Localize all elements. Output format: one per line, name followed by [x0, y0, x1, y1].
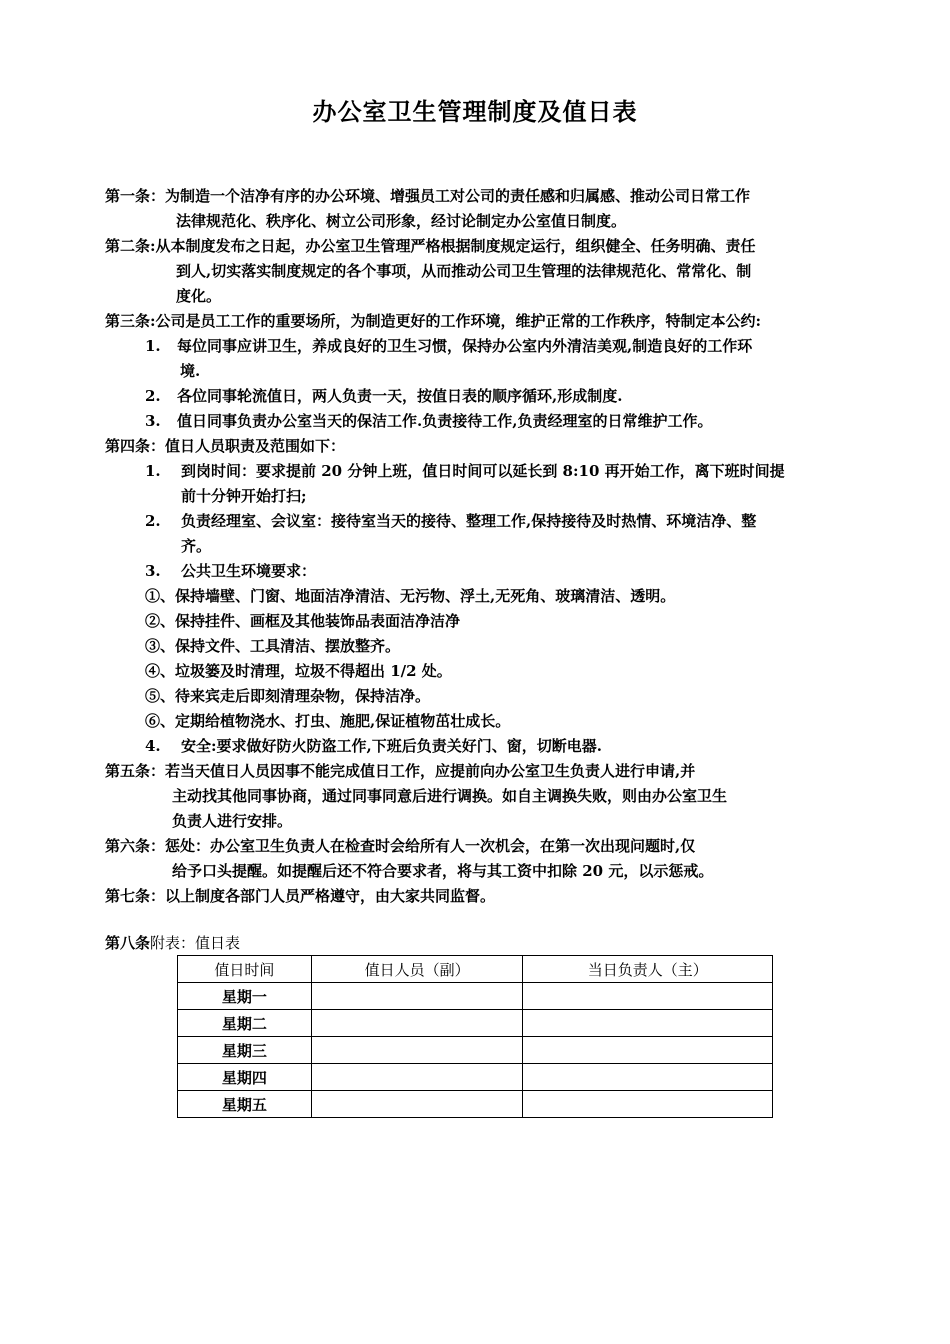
staff-cell[interactable]: [311, 983, 523, 1010]
staff-cell[interactable]: [311, 1010, 523, 1037]
page-title: 办公室卫生管理制度及值日表: [312, 97, 638, 126]
header-duty-time: 值日时间: [178, 956, 312, 983]
item-text: 负责经理室、会议室：接待室当天的接待、整理工作,保持接待及时热情、环境洁净、整: [181, 512, 757, 530]
article-4-item-3: [145, 561, 316, 581]
table-caption-article: 第八条: [105, 934, 151, 952]
article-5-line-2: 主动找其他同事协商，通过同事同意后进行调换。如自主调换失败，则由办公室卫生: [172, 787, 728, 805]
sub-item-6: ⑥、定期给植物浇水、打虫、施肥,保证植物茁壮成长。: [145, 712, 511, 730]
article-5-line-3: 负责人进行安排。: [172, 812, 293, 830]
staff-cell[interactable]: [311, 1037, 523, 1064]
header-responsible: 当日负责人（主）: [523, 956, 773, 983]
table-row: [178, 1010, 773, 1037]
item-text: 每位同事应讲卫生，养成良好的卫生习惯，保持办公室内外清洁美观,制造良好的工作环: [177, 337, 753, 355]
item-number: 3.: [145, 562, 161, 580]
article-4-item-2: [145, 511, 756, 531]
item-number: 1.: [145, 337, 161, 355]
article-7-line-1: 第七条：以上制度各部门人员严格遵守，由大家共同监督。: [105, 887, 496, 905]
article-5-line-1: 第五条：若当天值日人员因事不能完成值日工作，应提前向办公室卫生负责人进行申请,并: [105, 762, 696, 780]
article-1-line-2: 法律规范化、秩序化、树立公司形象，经讨论制定办公室值日制度。: [176, 212, 627, 230]
article-4-item-1: [145, 461, 785, 481]
responsible-cell[interactable]: [523, 1010, 773, 1037]
table-row: [178, 1037, 773, 1064]
item-text: 到岗时间：要求提前 20 分钟上班，值日时间可以延长到 8:10 再开始工作，离下班时间提: [181, 462, 785, 480]
article-2-line-2: 到人,切实落实制度规定的各个事项，从而推动公司卫生管理的法律规范化、常常化、制: [176, 262, 752, 280]
article-4-item-2-cont: 齐。: [181, 537, 212, 555]
responsible-cell[interactable]: [523, 1037, 773, 1064]
article-4-item-4: [145, 736, 602, 756]
day-cell: 星期一: [178, 983, 312, 1010]
table-row: [178, 1091, 773, 1118]
responsible-cell[interactable]: [523, 983, 773, 1010]
article-3-item-3: [145, 411, 712, 431]
day-cell: 星期二: [178, 1010, 312, 1037]
article-3-item-2: [145, 386, 622, 406]
table-row: [178, 1064, 773, 1091]
item-number: 2.: [145, 512, 161, 530]
day-cell: 星期三: [178, 1037, 312, 1064]
staff-cell[interactable]: [311, 1064, 523, 1091]
day-cell: 星期五: [178, 1091, 312, 1118]
responsible-cell[interactable]: [523, 1064, 773, 1091]
table-caption: [105, 933, 240, 953]
sub-item-2: ②、保持挂件、画框及其他装饰品表面洁净洁净: [145, 612, 461, 630]
item-text: 公共卫生环境要求：: [181, 562, 317, 580]
item-number: 4.: [145, 737, 161, 755]
article-2-line-3: 度化。: [176, 287, 222, 305]
article-3-item-1-cont: 境.: [180, 362, 201, 380]
article-4-item-1-cont: 前十分钟开始打扫;: [181, 487, 307, 505]
article-3-item-1: [145, 336, 752, 356]
item-text: 安全:要求做好防火防盗工作,下班后负责关好门、窗，切断电器.: [181, 737, 602, 755]
item-number: 1.: [145, 462, 161, 480]
header-duty-staff: 值日人员（副）: [311, 956, 523, 983]
sub-item-4: ④、垃圾篓及时清理，垃圾不得超出 1/2 处。: [145, 662, 452, 680]
day-cell: 星期四: [178, 1064, 312, 1091]
table-row: [178, 983, 773, 1010]
staff-cell[interactable]: [311, 1091, 523, 1118]
article-2-line-1: 第二条:从本制度发布之日起，办公室卫生管理严格根据制度规定运行，组织健全、任务明确、责任: [105, 237, 756, 255]
article-6-line-2: 给予口头提醒。如提醒后还不符合要求者，将与其工资中扣除 20 元，以示惩戒。: [172, 862, 714, 880]
item-number: 3.: [145, 412, 161, 430]
table-caption-text: 附表：值日表: [150, 934, 241, 952]
article-4-line-1: 第四条：值日人员职责及范围如下：: [105, 437, 346, 455]
item-number: 2.: [145, 387, 161, 405]
sub-item-5: ⑤、待来宾走后即刻清理杂物，保持洁净。: [145, 687, 431, 705]
article-3-line-1: 第三条:公司是员工工作的重要场所，为制造更好的工作环境，维护正常的工作秩序，特制定本公约:: [105, 312, 762, 330]
article-6-line-1: 第六条：惩处：办公室卫生负责人在检查时会给所有人一次机会，在第一次出现问题时,仅: [105, 837, 696, 855]
item-text: 各位同事轮流值日，两人负责一天，按值日表的顺序循环,形成制度.: [177, 387, 623, 405]
item-text: 值日同事负责办公室当天的保洁工作.负责接待工作,负责经理室的日常维护工作。: [177, 412, 713, 430]
responsible-cell[interactable]: [523, 1091, 773, 1118]
duty-table: [177, 955, 773, 1118]
table-header-row: [178, 956, 773, 983]
sub-item-1: ①、保持墙壁、门窗、地面洁净清洁、无污物、浮土,无死角、玻璃清洁、透明。: [145, 587, 676, 605]
sub-item-3: ③、保持文件、工具清洁、摆放整齐。: [145, 637, 401, 655]
article-1-line-1: 第一条：为制造一个洁净有序的办公环境、增强员工对公司的责任感和归属感、推动公司日常工作: [105, 187, 751, 205]
